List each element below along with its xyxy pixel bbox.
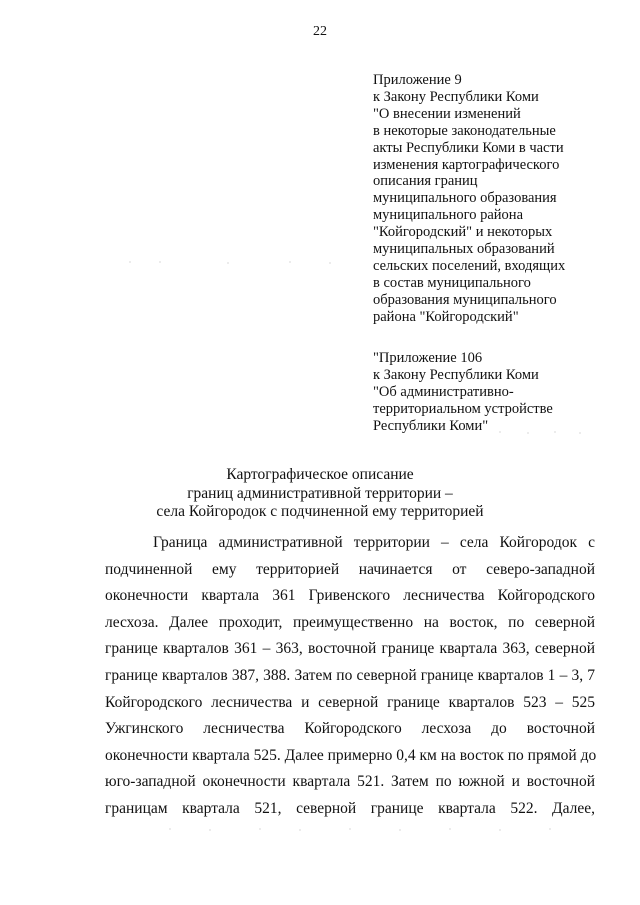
annex-9-line: "Койгородский" и некоторых xyxy=(373,224,553,241)
body-line: границам квартала 521, северной границе квартала 522. Далее, xyxy=(105,799,595,817)
annex-106-line: Республики Коми" xyxy=(373,417,489,434)
annex-9-line: изменения картографического xyxy=(373,156,560,173)
annex-9-line: в некоторые законодательные xyxy=(373,122,556,139)
annex-9-line: муниципальных образований xyxy=(373,241,555,258)
annex-9-line: акты Республики Коми в части xyxy=(373,139,564,156)
page-number: 22 xyxy=(313,24,327,39)
annex-9-line: в состав муниципального xyxy=(373,274,531,291)
annex-9-line: "О внесении изменений xyxy=(373,105,521,122)
annex-9-line: сельских поселений, входящих xyxy=(373,257,566,274)
body-line: границе кварталов 387, 388. Затем по северной границе кварталов 1 – 3, 7 xyxy=(105,666,595,684)
body-paragraph xyxy=(105,530,595,823)
annex-106-line: территориальном устройстве xyxy=(373,400,553,417)
title-line: Картографическое описание xyxy=(226,466,414,483)
annex-9-line: образования муниципального xyxy=(373,291,557,308)
body-line: подчиненной ему территорией начинается от северо-западной xyxy=(105,560,595,578)
body-line: границе кварталов 361 – 363, восточной границе квартала 363, северной xyxy=(105,640,595,658)
body-line: Ужгинского лесничества Койгородского лесхоза до восточной xyxy=(105,720,595,738)
body-line: юго-западной оконечности квартала 521. Затем по южной и восточной xyxy=(105,773,595,791)
annex-9-line: к Закону Республики Коми xyxy=(373,88,539,105)
annex-9-line: муниципального района xyxy=(373,207,523,224)
annex-106-line: к Закону Республики Коми xyxy=(373,366,539,383)
annex-9-line: Приложение 9 xyxy=(373,72,462,88)
body-line: Койгородского лесничества и северной границе кварталов 523 – 525 xyxy=(105,693,595,711)
annex-106-line: "Приложение 106 xyxy=(373,350,483,366)
annex-106-line: "Об административно- xyxy=(373,383,514,400)
body-line: оконечности квартала 525. Далее примерно 0,4 км на восток по прямой до xyxy=(105,746,597,764)
title-line: села Койгородок с подчиненной ему территорией xyxy=(156,503,484,520)
body-line: Граница административной территории – села Койгородок с xyxy=(153,534,595,551)
body-line: оконечности квартала 361 Гривенского лесничества Койгородского xyxy=(105,587,595,605)
body-line: лесхоза. Далее проходит, преимущественно на восток, по северной xyxy=(105,613,595,631)
annex-9-line: муниципального образования xyxy=(373,190,557,207)
annex-106-header xyxy=(373,350,613,435)
annex-9-line: района "Койгородский" xyxy=(373,308,519,325)
document-title xyxy=(0,466,640,522)
annex-9-line: описания границ xyxy=(373,173,478,190)
annex-9-header xyxy=(373,72,613,326)
title-line: границ административной территории – xyxy=(187,484,453,502)
